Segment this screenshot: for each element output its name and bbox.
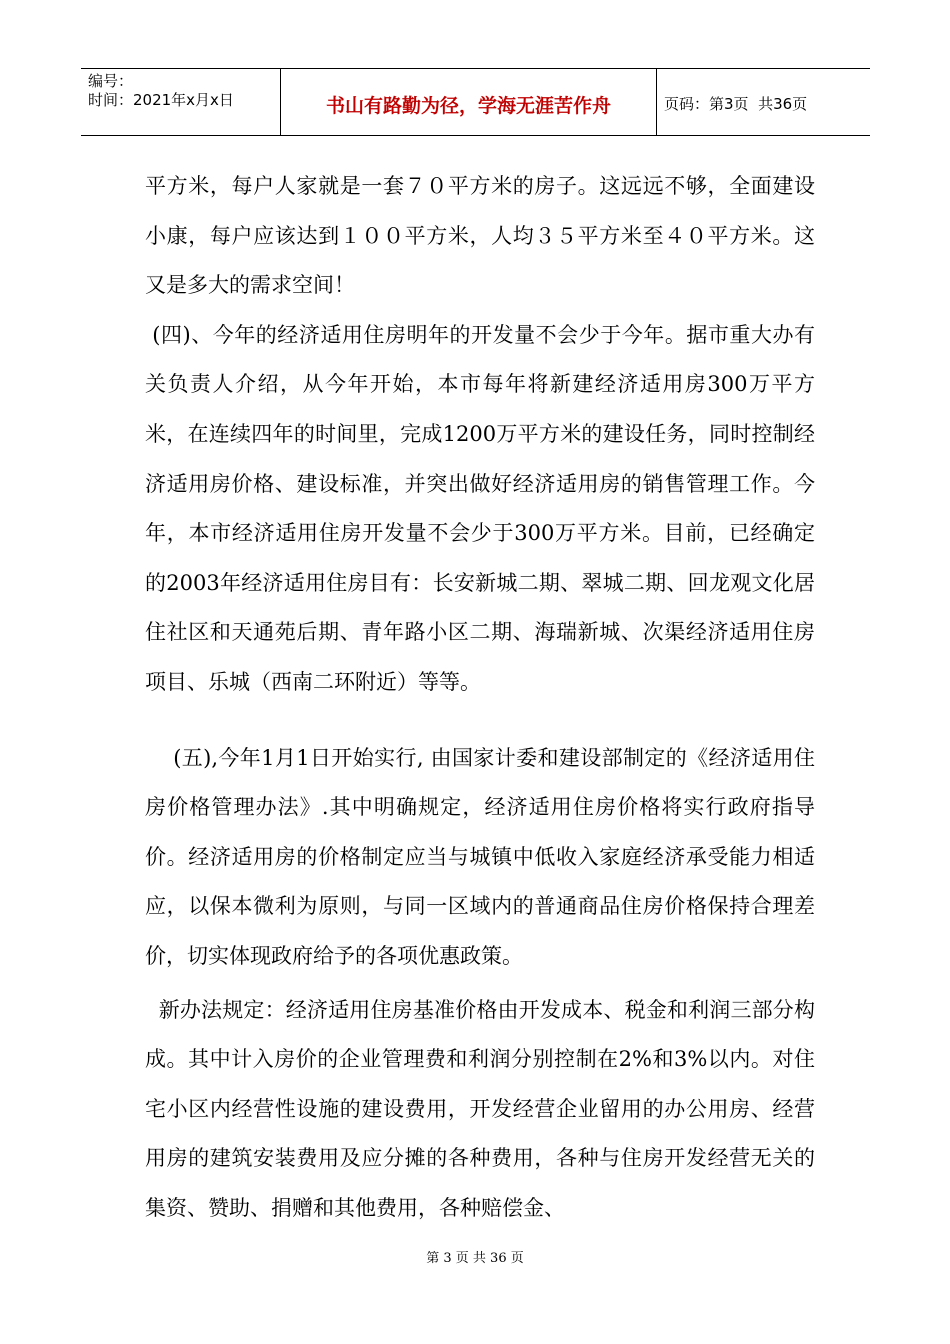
body-paragraph: 平方米，每户人家就是一套７０平方米的房子。这远远不够，全面建设小康，每户应该达到１００平方米，人均３５平方米至４０平方米。这又是多大的需求空间！ (145, 174, 815, 298)
header-meta (81, 69, 281, 135)
page-footer: 第 3 页 共 36 页 (426, 1251, 524, 1266)
document-number-label: 编号： (88, 72, 134, 90)
body-paragraph: (四)、今年的经济适用住房明年的开发量不会少于今年。据市重大办有关负责人介绍，从今年开始，本市每年将新建经济适用房300万平方米，在连续四年的时间里，完成1200万平方米的建设任务，同时控制经济适用房价格、建设标准，并突出做好经济适用房的销售管理工作。今年，本市经济适用住房开发量不会少于300万平方米。目前，已经确定的2003年经济适用住房目有：长安新城二期、翠城二期、回龙观文化居住社区和天通苑后期、青年路小区二期、海瑞新城、次渠经济适用住房项目、乐城（西南二环附近）等等。 (145, 322, 815, 694)
page-header (81, 68, 870, 136)
document-body (145, 162, 815, 1233)
header-motto: 书山有路勤为径，学海无涯苦作舟 (281, 69, 657, 135)
document-date: 时间：2021年x月x日 (88, 91, 234, 109)
body-paragraph: (五),今年1月1日开始实行, 由国家计委和建设部制定的《经济适用住房价格管理办法》.其中明确规定，经济适用住房价格将实行政府指导价。经济适用房的价格制定应当与城镇中低收入家庭经济承受能力相适应，以保本微利为原则，与同一区域内的普通商品住房价格保持合理差价，切实体现政府给予的各项优惠政策。 (145, 745, 816, 968)
body-paragraph: 新办法规定：经济适用住房基准价格由开发成本、税金和利润三部分构成。其中计入房价的企业管理费和利润分别控制在2%和3%以内。对住宅小区内经营性设施的建设费用，开发经营企业留用的办公用房、经营用房的建筑安装费用及应分摊的各种费用，各种与住房开发经营无关的集资、赞助、捐赠和其他费用，各种赔偿金、 (145, 997, 815, 1220)
header-page-info: 页码：第3页 共36页 (664, 94, 808, 113)
